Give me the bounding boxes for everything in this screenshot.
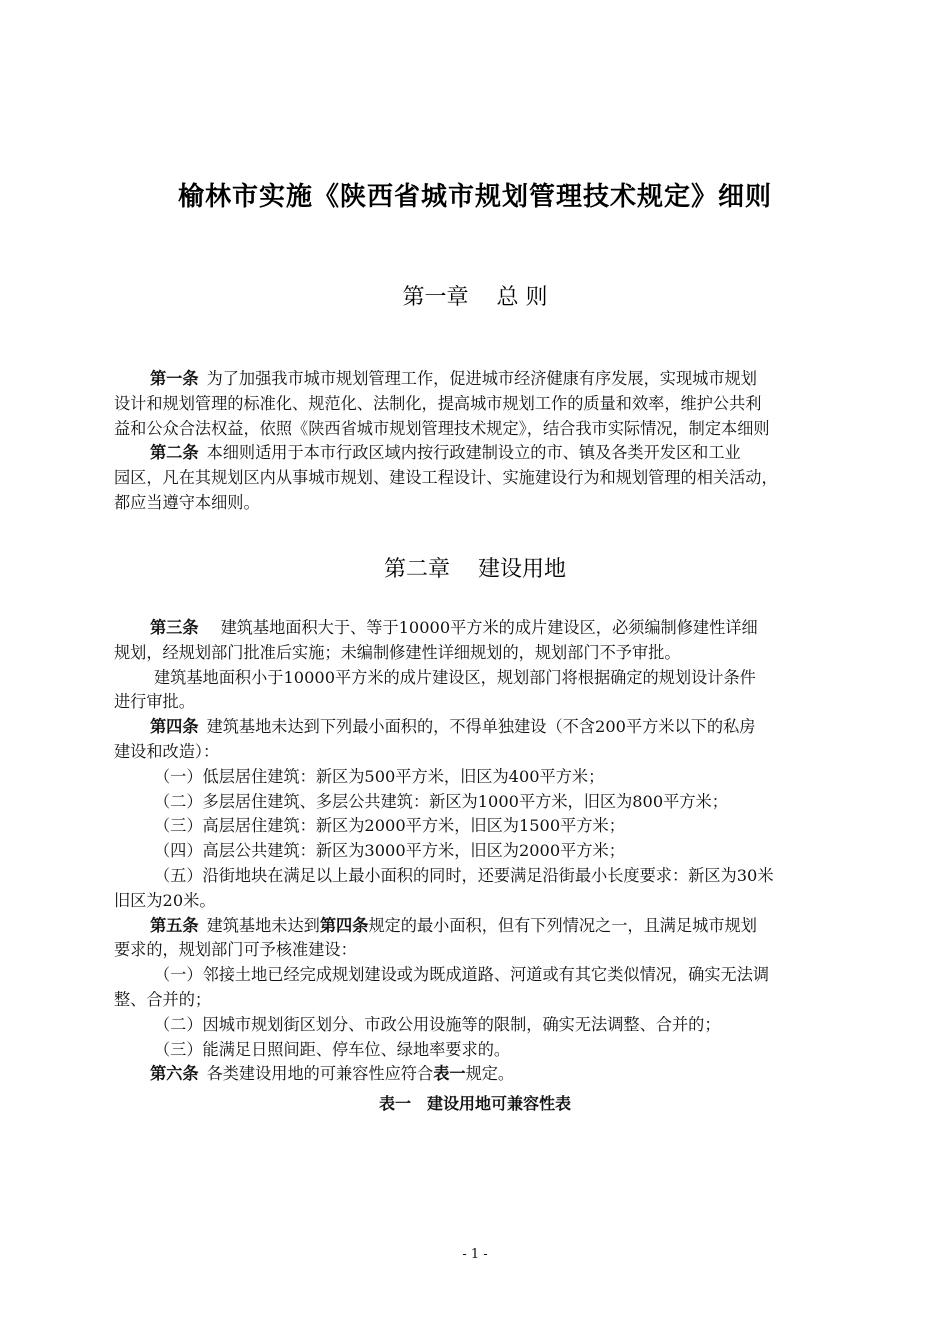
article-6-line: [114, 1062, 862, 1087]
article-5-text: 建筑基地未达到: [206, 915, 320, 935]
article-5-reference: 第四条: [319, 915, 369, 935]
article-5-item: （二）因城市规划街区划分、市政公用设施等的限制，确实无法调整、合并的；: [154, 1014, 721, 1034]
table-caption: [0, 1091, 950, 1114]
article-5-line: 整、合并的；: [114, 989, 212, 1009]
article-4-item: （四）高层公共建筑：新区为3000平方米，旧区为2000平方米；: [154, 841, 625, 861]
chapter-1-heading: [0, 280, 950, 311]
article-2-label: 第二条: [150, 443, 199, 463]
article-4-item: （三）高层居住建筑：新区为2000平方米，旧区为1500平方米；: [154, 816, 625, 836]
article-2-line: 园区，凡在其规划区内从事城市规划、建设工程设计、实施建设行为和规划管理的相关活动，: [114, 468, 778, 488]
chapter-1-name: 总 则: [496, 285, 548, 310]
chapter-1-body: [114, 367, 862, 516]
article-5-item: （三）能满足日照间距、停车位、绿地率要求的。: [154, 1039, 511, 1059]
article-5-label: 第五条: [150, 915, 199, 935]
article-6-label: 第六条: [150, 1064, 199, 1084]
article-6-text: 各类建设用地的可兼容性应符合: [206, 1064, 434, 1084]
article-4-label: 第四条: [150, 717, 199, 737]
article-5-text: 规定的最小面积，但有下列情况之一，且满足城市规划: [368, 915, 757, 935]
document-title: 榆林市实施《陕西省城市规划管理技术规定》细则: [177, 182, 772, 212]
chapter-2-body: [114, 616, 862, 1087]
article-5-line: [114, 914, 862, 939]
article-3-line: 进行审批。: [114, 692, 195, 712]
chapter-2-name: 建设用地: [478, 557, 567, 582]
article-1-line: [114, 367, 862, 392]
article-2-line: 都应当遵守本细则。: [114, 492, 260, 512]
article-3-label: 第三条: [150, 618, 199, 637]
article-2-text: 本细则适用于本市行政区域内按行政建制设立的市、镇及各类开发区和工业: [206, 443, 741, 463]
article-4-text: 建筑基地未达到下列最小面积的，不得单独建设（不含200平方米以下的私房: [206, 717, 756, 737]
article-4-item: （五）沿街地块在满足以上最小面积的同时，还要满足沿街最小长度要求：新区为30米: [154, 865, 774, 885]
article-1-label: 第一条: [150, 369, 199, 388]
table-number: 表一: [378, 1094, 411, 1113]
article-3-line: 建筑基地面积小于10000平方米的成片建设区，规划部门将根据确定的规划设计条件: [154, 667, 756, 687]
article-6-reference: 表一: [433, 1064, 466, 1084]
article-3-line: 规划，经规划部门批准后实施；未编制修建性详细规划的，规划部门不予审批。: [114, 642, 681, 662]
article-2-line: [114, 441, 862, 466]
article-6-text: 规定。: [465, 1064, 515, 1084]
article-1-text: 为了加强我市城市规划管理工作，促进城市经济健康有序发展，实现城市规划: [206, 369, 757, 388]
article-3-line: [114, 616, 862, 641]
article-5-line: 要求的，规划部门可予核准建设：: [114, 940, 357, 960]
article-4-item: （二）多层居住建筑、多层公共建筑：新区为1000平方米，旧区为800平方米；: [154, 791, 728, 811]
table-name: 建设用地可兼容性表: [427, 1094, 572, 1113]
article-5-item: （一）邻接土地已经完成规划建设或为既成道路、河道或有其它类似情况，确实无法调: [154, 965, 770, 985]
article-4-item: （一）低层居住建筑：新区为500平方米，旧区为400平方米；: [154, 766, 605, 786]
article-4-line: 旧区为20米。: [114, 890, 216, 910]
article-1-line: 益和公众合法权益，依照《陕西省城市规划管理技术规定》，结合我市实际情况，制定本细则: [114, 418, 770, 438]
article-4-line: [114, 715, 862, 740]
chapter-2-heading: [0, 552, 950, 583]
chapter-2-number: 第二章: [383, 557, 450, 582]
article-3-text: 建筑基地面积大于、等于10000平方米的成片建设区，必须编制修建性详细: [220, 618, 758, 637]
page-number: - 1 -: [462, 1247, 488, 1262]
article-1-line: 设计和规划管理的标准化、规范化、法制化，提高城市规划工作的质量和效率，维护公共利: [114, 393, 762, 413]
article-4-line: 建设和改造）：: [114, 741, 220, 761]
chapter-1-number: 第一章: [402, 285, 469, 310]
